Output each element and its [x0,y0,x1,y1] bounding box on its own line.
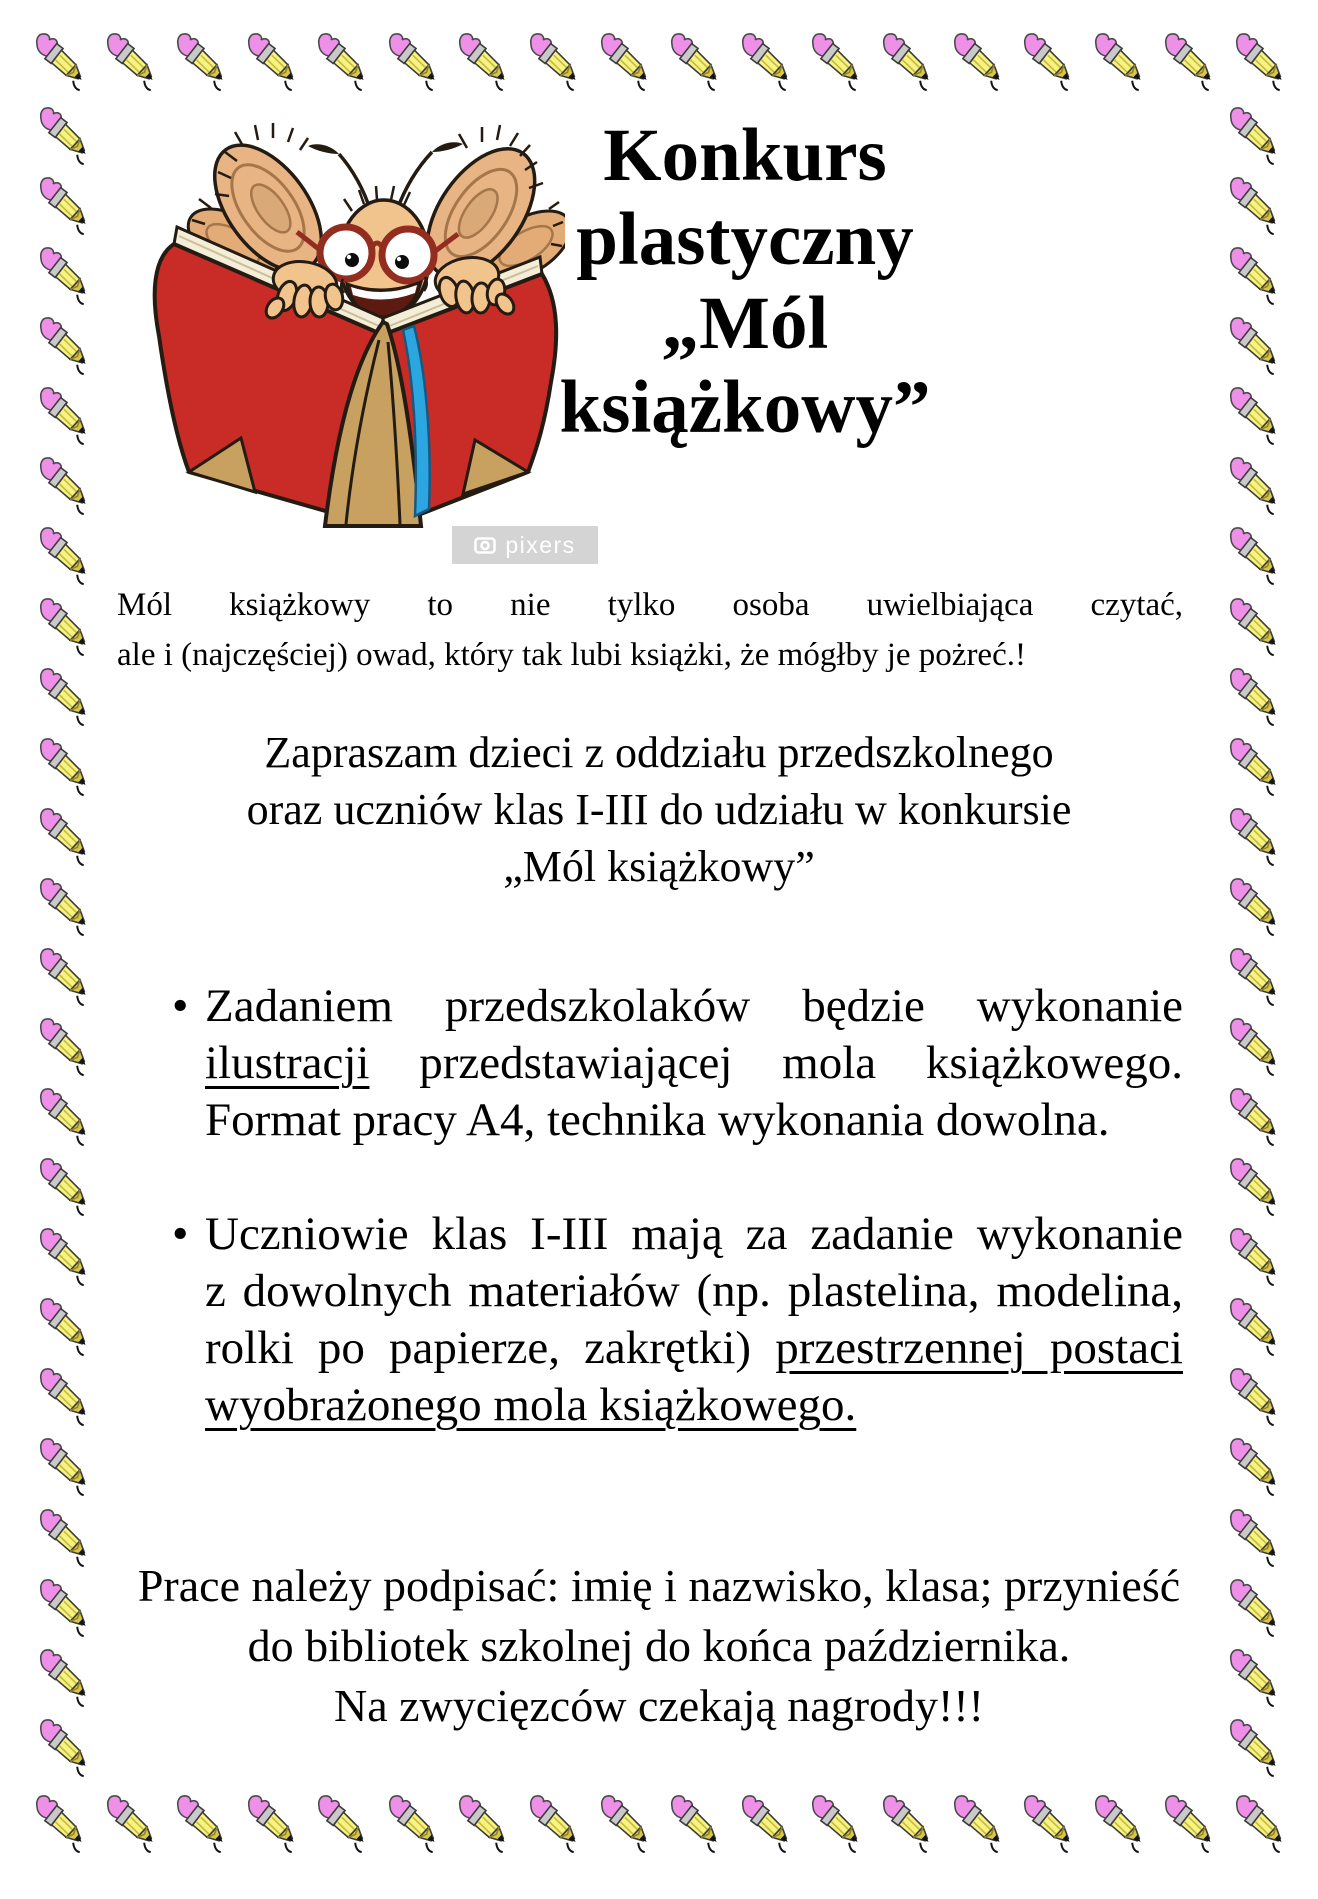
pencil-icon [236,26,306,96]
pencil-icon [518,1788,588,1858]
pencil-icon [1218,170,1288,240]
pencil-icon [1218,1502,1288,1572]
pencil-icon [28,1011,98,1081]
bullet-text: Uczniowie klas I-III mają za zadanie wykonanie z dowolnych materiałów (np. plastelina, modelina, rolki po papierze, zakrętki) przestrzennej postaci wyobrażonego mola książkowego. [205,1208,1183,1431]
pencil-icon [659,26,729,96]
pencil-icon [28,520,98,590]
pencil-icon [800,26,870,96]
pencil-icon [28,100,98,170]
closing-paragraph [114,1556,1204,1736]
title-line-2: plastyczny [576,198,914,281]
pencil-icon [1218,1221,1288,1291]
pencil-icon [589,1788,659,1858]
pencil-icon [1083,26,1153,96]
bullet-item-preschool-task [172,978,1184,1149]
pencil-icon [730,26,800,96]
invitation-paragraph [114,724,1204,895]
closing-line-3: Na zwycięzców czekają nagrody!!! [334,1680,984,1731]
closing-line-2: do bibliotek szkolnej do końca października. [247,1620,1071,1671]
bullet-list [172,978,1184,1434]
pencil-icon [28,1712,98,1782]
pencil-icon [1012,26,1082,96]
pencil-icon [871,26,941,96]
pencil-icon [447,1788,517,1858]
invitation-line-1: Zapraszam dzieci z oddziału przedszkolnego [264,728,1054,777]
pencil-icon [1218,450,1288,520]
pencil-icon [377,26,447,96]
pencil-icon [165,1788,235,1858]
pencil-icon [306,26,376,96]
intro-paragraph [117,580,1183,680]
pencil-icon [236,1788,306,1858]
pencil-icon [28,380,98,450]
intro-line-1: Mól książkowy to nie tylko osoba uwielbiająca czytać, [117,587,1183,623]
pencil-icon [730,1788,800,1858]
pencil-border-bottom [24,1788,1294,1858]
pencil-icon [1218,1081,1288,1151]
pencil-icon [28,240,98,310]
pencil-icon [1218,1712,1288,1782]
pencil-icon [28,591,98,661]
pencil-icon [1224,1788,1294,1858]
pencil-icon [800,1788,870,1858]
pencil-icon [1218,310,1288,380]
pencil-icon [1083,1788,1153,1858]
camera-icon [474,536,496,554]
pencil-icon [589,26,659,96]
pencil-icon [95,1788,165,1858]
pencil-icon [28,1291,98,1361]
pencil-icon [165,26,235,96]
pencil-icon [447,26,517,96]
pencil-icon [1218,1361,1288,1431]
pencil-icon [1218,240,1288,310]
bullet-marker: • [172,980,189,1032]
pencil-icon [1218,1572,1288,1642]
pencil-icon [1218,941,1288,1011]
pencil-icon [306,1788,376,1858]
title-line-4: książkowy” [559,366,931,449]
pencil-icon [942,1788,1012,1858]
invitation-line-2: oraz uczniów klas I-III do udziału w konkursie [246,785,1072,834]
closing-line-1: Prace należy podpisać: imię i nazwisko, klasa; przynieść [137,1560,1181,1611]
pencil-icon [1218,591,1288,661]
pencil-icon [28,310,98,380]
bullet-text: Zadaniem przedszkolaków będzie wykonanie ilustracji przedstawiającej mola książkowego. Format pracy A4, technika wykonania dowolna. [205,980,1183,1146]
pencil-icon [1012,1788,1082,1858]
pencil-icon [1218,1291,1288,1361]
bullet-marker: • [172,1208,189,1260]
pencil-icon [942,26,1012,96]
pencil-icon [28,1221,98,1291]
pencil-icon [1218,1642,1288,1712]
pencil-icon [28,801,98,871]
pencil-icon [28,661,98,731]
pencil-icon [28,1151,98,1221]
pencil-icon [28,1361,98,1431]
page-title [470,114,1020,450]
pencil-icon [1218,1151,1288,1221]
pencil-icon [518,26,588,96]
pencil-icon [1224,26,1294,96]
pencil-icon [1218,801,1288,871]
pencil-icon [28,1572,98,1642]
intro-line-2: ale i (najczęściej) owad, który tak lubi książki, że mógłby je pożreć.! [117,637,1026,673]
pencil-icon [1218,1431,1288,1501]
pencil-icon [28,1081,98,1151]
pencil-icon [1218,380,1288,450]
title-line-1: Konkurs [603,114,887,197]
pencil-icon [1218,100,1288,170]
watermark-label: pixers [505,531,576,558]
pencil-icon [1218,1011,1288,1081]
pencil-icon [24,1788,94,1858]
pencil-border-left [28,100,98,1782]
pencil-icon [28,1431,98,1501]
pixers-watermark [452,526,598,564]
pencil-icon [95,26,165,96]
invitation-line-3: „Mól książkowy” [503,842,815,891]
title-line-3: „Mól [661,282,829,365]
pencil-icon [659,1788,729,1858]
pencil-icon [1218,520,1288,590]
pencil-icon [1153,26,1223,96]
pencil-icon [1218,871,1288,941]
pencil-icon [377,1788,447,1858]
pencil-icon [28,170,98,240]
pencil-icon [1153,1788,1223,1858]
pencil-icon [28,1502,98,1572]
bullet-item-grades-task [172,1206,1184,1434]
pencil-icon [1218,731,1288,801]
pencil-border-right [1218,100,1288,1782]
pencil-icon [871,1788,941,1858]
pencil-icon [28,1642,98,1712]
pencil-icon [24,26,94,96]
pencil-icon [28,731,98,801]
pencil-icon [1218,661,1288,731]
pencil-border-top [24,26,1294,96]
pencil-icon [28,450,98,520]
pencil-icon [28,871,98,941]
pencil-icon [28,941,98,1011]
